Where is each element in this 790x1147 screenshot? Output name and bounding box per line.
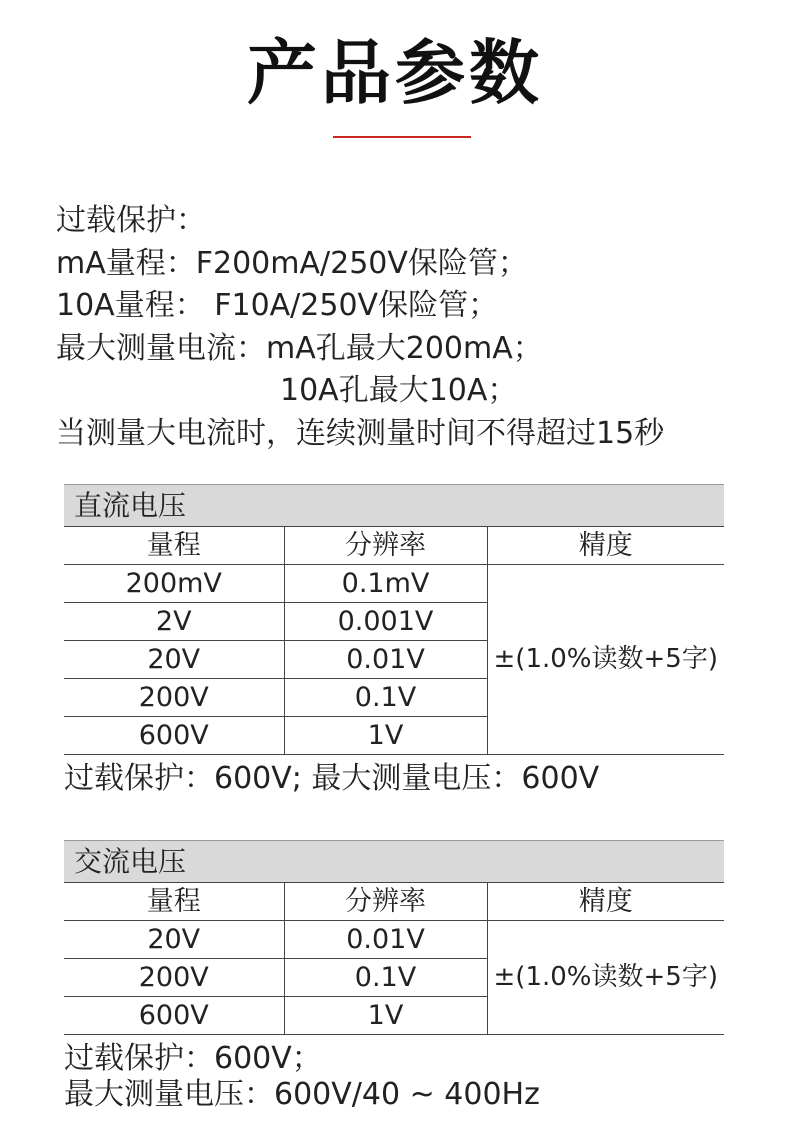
- dc-voltage-section: [64, 484, 724, 797]
- range-cell: 200V: [64, 679, 284, 717]
- range-cell: 2V: [64, 603, 284, 641]
- section-header: 交流电压: [64, 840, 724, 882]
- ac-voltage-table: [64, 882, 724, 1035]
- ac-max-voltage-note: 最大测量电压：600V/40 ~ 400Hz: [64, 1077, 540, 1112]
- intro-line: 10A孔最大10A；: [280, 373, 518, 408]
- table-header-row: [64, 527, 724, 565]
- column-header: 分辨率: [284, 883, 487, 921]
- column-header: 量程: [64, 527, 284, 565]
- accuracy-cell: ±(1.0%读数+5字): [487, 565, 724, 755]
- table-header-row: [64, 883, 724, 921]
- intro-block: [56, 200, 664, 455]
- resolution-cell: 1V: [284, 717, 487, 755]
- range-cell: 200V: [64, 959, 284, 997]
- dc-protection-note: 过载保护：600V; 最大测量电压：600V: [64, 761, 600, 796]
- resolution-cell: 0.001V: [284, 603, 487, 641]
- section-header: 直流电压: [64, 484, 724, 526]
- ac-voltage-section: [64, 840, 724, 1113]
- intro-line: 10A量程： F10A/250V保险管；: [56, 288, 499, 323]
- table-row: [64, 565, 724, 603]
- range-cell: 600V: [64, 717, 284, 755]
- accuracy-cell: ±(1.0%读数+5字): [487, 921, 724, 1035]
- dc-voltage-table: [64, 526, 724, 755]
- resolution-cell: 1V: [284, 997, 487, 1035]
- column-header: 精度: [487, 527, 724, 565]
- table-row: [64, 921, 724, 959]
- column-header: 量程: [64, 883, 284, 921]
- intro-line: 当测量大电流时，连续测量时间不得超过15秒: [56, 415, 665, 451]
- title-underline: [333, 136, 471, 138]
- ac-protection-note: 过载保护：600V；: [64, 1041, 322, 1076]
- range-cell: 20V: [64, 641, 284, 679]
- resolution-cell: 0.01V: [284, 641, 487, 679]
- range-cell: 200mV: [64, 565, 284, 603]
- page-title: 产品参数: [247, 32, 543, 114]
- column-header: 精度: [487, 883, 724, 921]
- intro-line: mA量程：F200mA/250V保险管；: [56, 245, 528, 281]
- intro-line: 最大测量电流：mA孔最大200mA；: [56, 330, 543, 366]
- range-cell: 600V: [64, 997, 284, 1035]
- column-header: 分辨率: [284, 527, 487, 565]
- resolution-cell: 0.01V: [284, 921, 487, 959]
- resolution-cell: 0.1V: [284, 679, 487, 717]
- range-cell: 20V: [64, 921, 284, 959]
- resolution-cell: 0.1mV: [284, 565, 487, 603]
- intro-line: 过载保护：: [56, 203, 206, 238]
- resolution-cell: 0.1V: [284, 959, 487, 997]
